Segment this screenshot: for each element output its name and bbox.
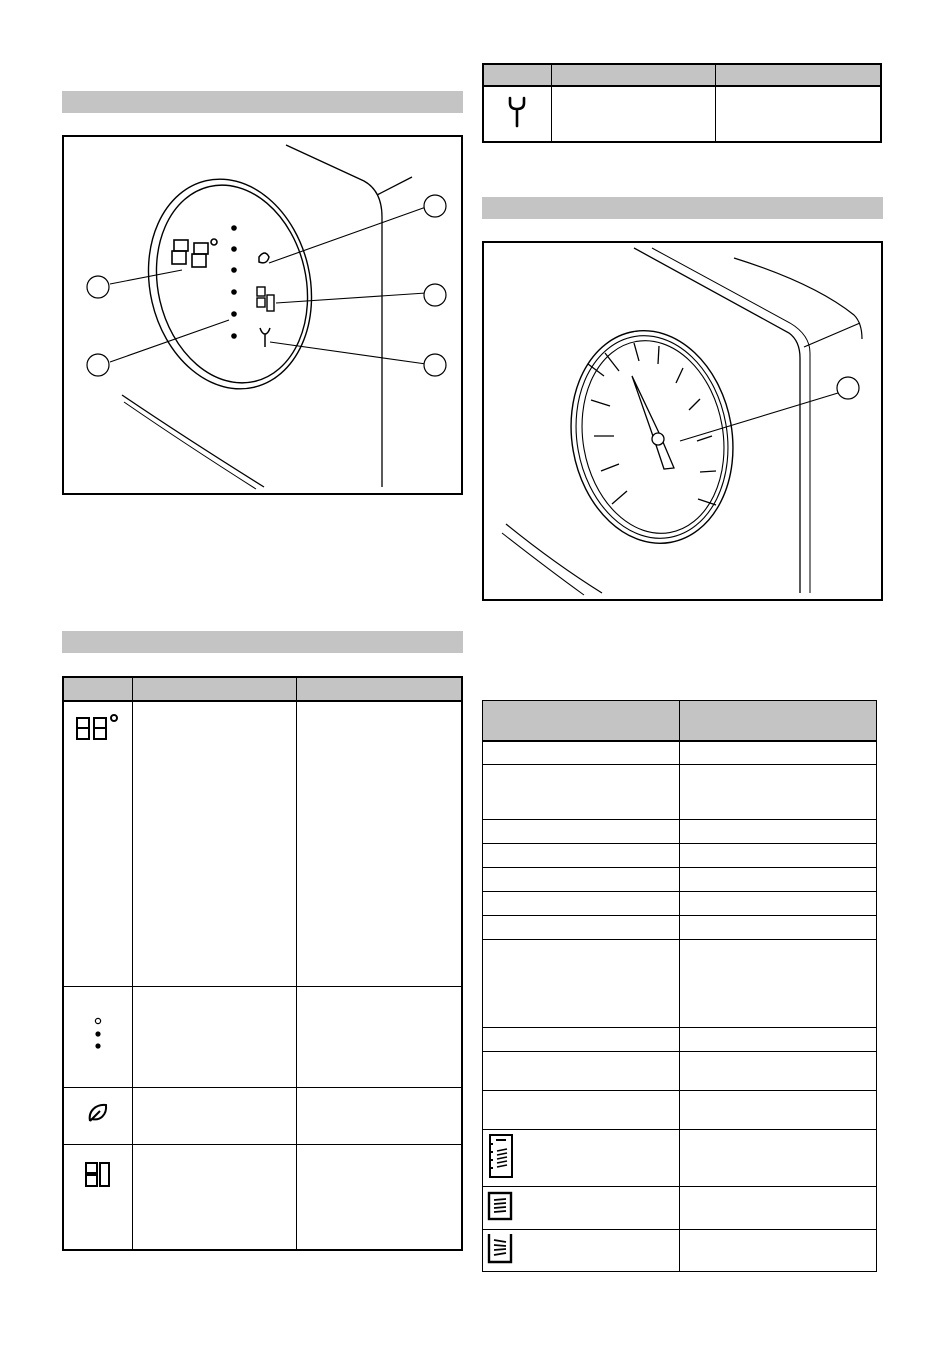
- table-cell: [296, 701, 462, 986]
- gauge-needle: [632, 376, 674, 469]
- table-header: [715, 64, 881, 86]
- table-cell: [680, 1028, 877, 1052]
- table-header: [483, 64, 551, 86]
- leaf-eco-icon: [63, 1087, 132, 1144]
- table-row: [483, 1130, 877, 1187]
- table-row: [483, 765, 877, 820]
- table-cell: [132, 1144, 296, 1250]
- status-dots-icon: [231, 225, 237, 339]
- table-row: [483, 86, 881, 142]
- radiator-panel-icon: [483, 1187, 680, 1230]
- table-row: [483, 1187, 877, 1230]
- callout-markers: [87, 195, 446, 376]
- status-dots-icon: [63, 986, 132, 1087]
- wrench-icon: [483, 86, 551, 142]
- table-row: [63, 701, 462, 986]
- table-row: [483, 741, 877, 765]
- table-cell: [483, 765, 680, 820]
- table-header: [296, 677, 462, 701]
- table-cell: [296, 986, 462, 1087]
- controller-display-illustration: [64, 137, 463, 495]
- table-cell: [680, 1187, 877, 1230]
- wrench-icon: [260, 328, 270, 347]
- table-cell: [715, 86, 881, 142]
- service-table: [482, 63, 882, 143]
- table-cell: [296, 1087, 462, 1144]
- table-cell: [680, 741, 877, 765]
- table-cell: [483, 844, 680, 868]
- table-row: [63, 986, 462, 1087]
- table-row: [483, 1052, 877, 1091]
- pressure-gauge-illustration: [484, 243, 883, 601]
- table-cell: [680, 916, 877, 940]
- table-cell: [680, 1230, 877, 1272]
- table-cell: [680, 1091, 877, 1130]
- table-row: [63, 1144, 462, 1250]
- table-row: [483, 1091, 877, 1130]
- section-heading-bar: [62, 631, 463, 653]
- table-header: [63, 677, 132, 701]
- table-row: [483, 820, 877, 844]
- table-cell: [483, 940, 680, 1028]
- table-cell: [132, 1087, 296, 1144]
- table-cell: [680, 892, 877, 916]
- table-cell: [483, 892, 680, 916]
- table-cell: [483, 820, 680, 844]
- parameter-table: [482, 700, 877, 1272]
- table-row: [483, 892, 877, 916]
- table-cell: [483, 1052, 680, 1091]
- table-cell: [132, 986, 296, 1087]
- table-header: [551, 64, 715, 86]
- table-cell: [680, 868, 877, 892]
- table-row: [63, 1087, 462, 1144]
- table-cell: [483, 741, 680, 765]
- table-cell: [680, 1130, 877, 1187]
- table-cell: [551, 86, 715, 142]
- radiator-panel-underfloor-icon: [483, 1230, 680, 1272]
- table-row: [483, 1230, 877, 1272]
- seven-segment-display-icon: [172, 239, 217, 267]
- table-row: [483, 868, 877, 892]
- table-header: [132, 677, 296, 701]
- table-header: [680, 701, 877, 741]
- table-cell: [680, 820, 877, 844]
- table-cell: [132, 701, 296, 986]
- table-row: [483, 916, 877, 940]
- callout-marker: [837, 377, 859, 399]
- table-cell: [483, 868, 680, 892]
- table-cell: [680, 844, 877, 868]
- seven-segment-88-degree-icon: [63, 701, 132, 986]
- table-cell: [483, 1028, 680, 1052]
- table-header: [483, 701, 680, 741]
- pressure-gauge-figure: [482, 241, 883, 601]
- table-row: [483, 844, 877, 868]
- table-row: [483, 940, 877, 1028]
- controller-display-figure: [62, 135, 463, 495]
- table-cell: [483, 916, 680, 940]
- table-row: [483, 1028, 877, 1052]
- leaf-icon: [259, 253, 269, 263]
- window-frame-icon: [63, 1144, 132, 1250]
- table-cell: [680, 1052, 877, 1091]
- radiator-panel-dotted-icon: [483, 1130, 680, 1187]
- table-cell: [680, 765, 877, 820]
- section-heading-bar: [482, 197, 883, 219]
- symbol-table: [62, 676, 463, 1251]
- table-cell: [680, 940, 877, 1028]
- table-cell: [483, 1091, 680, 1130]
- table-cell: [296, 1144, 462, 1250]
- section-heading-bar: [62, 91, 463, 113]
- window-frame-icon: [257, 287, 274, 311]
